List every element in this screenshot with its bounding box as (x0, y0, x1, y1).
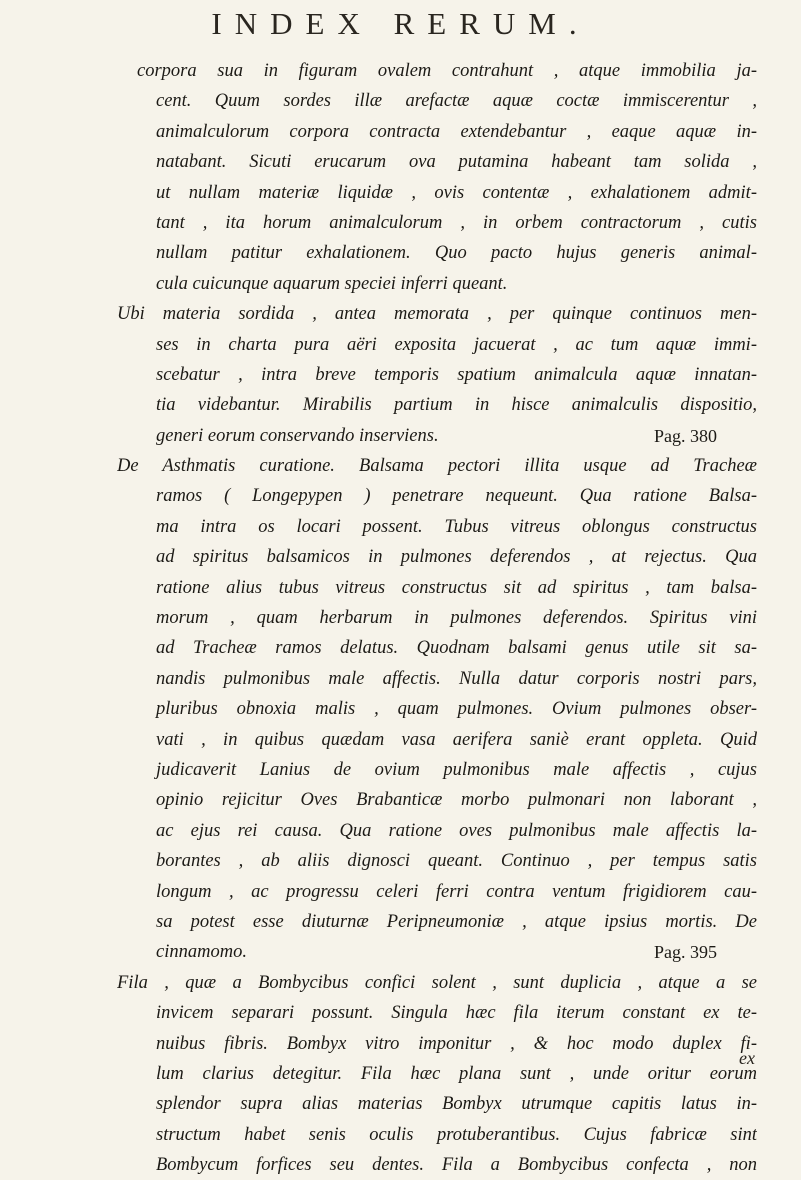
text-line: cula cuicunque aquarum speciei inferri queant. (156, 273, 508, 294)
text-line: ratione alius tubus vitreus constructus sit ad spiritus , tam balsa- (156, 577, 757, 598)
text-line: longum , ac progressu celeri ferri contra ventum frigidiorem cau- (156, 881, 757, 902)
catchword: ex (739, 1048, 755, 1068)
running-head: INDEX RERUM. (211, 6, 590, 41)
text-line: natabant. Sicuti erucarum ova putamina habeant tam solida , (156, 152, 757, 173)
text-line: ut nullam materiæ liquidæ , ovis contentæ , exhalationem admit- (156, 182, 757, 203)
text-line (137, 937, 757, 967)
page-reference: Pag. 395 (654, 942, 717, 963)
text-line: ma intra os locari possent. Tubus vitreus oblongus constructus (156, 516, 757, 537)
text-line: ac ejus rei causa. Qua ratione oves pulmonibus male affectis la- (156, 820, 757, 841)
entry-start-line: Ubi materia sordida , antea memorata , per quinque continuos men- (117, 304, 757, 325)
text-line: scebatur , intra breve temporis spatium animalcula aquæ innatan- (156, 364, 757, 385)
text-line: sa potest esse diuturnæ Peripneumoniæ , atque ipsius mortis. De (156, 911, 757, 932)
text-line: ad Tracheæ ramos delatus. Quodnam balsami genus utile sit sa- (156, 638, 757, 659)
entry-start-line: Fila , quæ a Bombycibus confici solent , sunt duplicia , atque a se (117, 972, 757, 993)
text-line: nullam patitur exhalationem. Quo pacto hujus generis animal- (156, 243, 757, 264)
page-reference: Pag. 380 (654, 425, 717, 446)
text-line-content: cinnamomo. (156, 942, 247, 963)
text-line: nuibus fibris. Bombyx vitro imponitur , & hoc modo duplex fi- (156, 1033, 757, 1054)
text-line-content: generi eorum conservando inserviens. (156, 425, 439, 446)
index-text-block (117, 56, 757, 1180)
text-line: vati , in quibus quædam vasa aerifera saniè erant oppleta. Quid (156, 729, 757, 750)
text-line: opinio rejicitur Oves Brabanticæ morbo pulmonari non laborant , (156, 790, 757, 811)
text-line: judicaverit Lanius de ovium pulmonibus male affectis , cujus (156, 759, 757, 780)
text-line: ramos ( Longepypen ) penetrare nequeunt. Qua ratione Balsa- (156, 486, 757, 507)
text-line: structum habet senis oculis protuberantibus. Cujus fabricæ sint (156, 1124, 757, 1145)
entry-start-line: De Asthmatis curatione. Balsama pectori illita usque ad Tracheæ (117, 456, 757, 477)
text-line (137, 421, 757, 451)
text-line: ses in charta pura aëri exposita jacuerat , ac tum aquæ immi- (156, 334, 757, 355)
text-line: tia videbantur. Mirabilis partium in hisce animalculis dispositio, (156, 395, 757, 416)
text-line: pluribus obnoxia malis , quam pulmones. Ovium pulmones obser- (156, 699, 757, 720)
text-line: cent. Quum sordes illæ arefactæ aquæ coctæ immiscerentur , (156, 91, 757, 112)
text-line: ad spiritus balsamicos in pulmones deferendos , at rejectus. Qua (156, 547, 757, 568)
text-line: borantes , ab aliis dignosci queant. Continuo , per tempus satis (156, 851, 757, 872)
text-line: lum clarius detegitur. Fila hæc plana sunt , unde oritur eorum (156, 1063, 757, 1084)
text-line: Bombycum forfices seu dentes. Fila a Bombycibus confecta , non (156, 1155, 757, 1176)
text-line: splendor supra alias materias Bombyx utrumque capitis latus in- (156, 1094, 757, 1115)
text-line: nandis pulmonibus male affectis. Nulla datur corporis nostri pars, (156, 668, 757, 689)
text-line: corpora sua in figuram ovalem contrahunt , atque immobilia ja- (137, 61, 757, 81)
text-line: invicem separari possunt. Singula hæc fila iterum constant ex te- (156, 1003, 757, 1024)
text-line: morum , quam herbarum in pulmones deferendos. Spiritus vini (156, 608, 757, 629)
text-line: animalculorum corpora contracta extendebantur , eaque aquæ in- (156, 121, 757, 142)
text-line: tant , ita horum animalculorum , in orbem contractorum , cutis (156, 212, 757, 233)
